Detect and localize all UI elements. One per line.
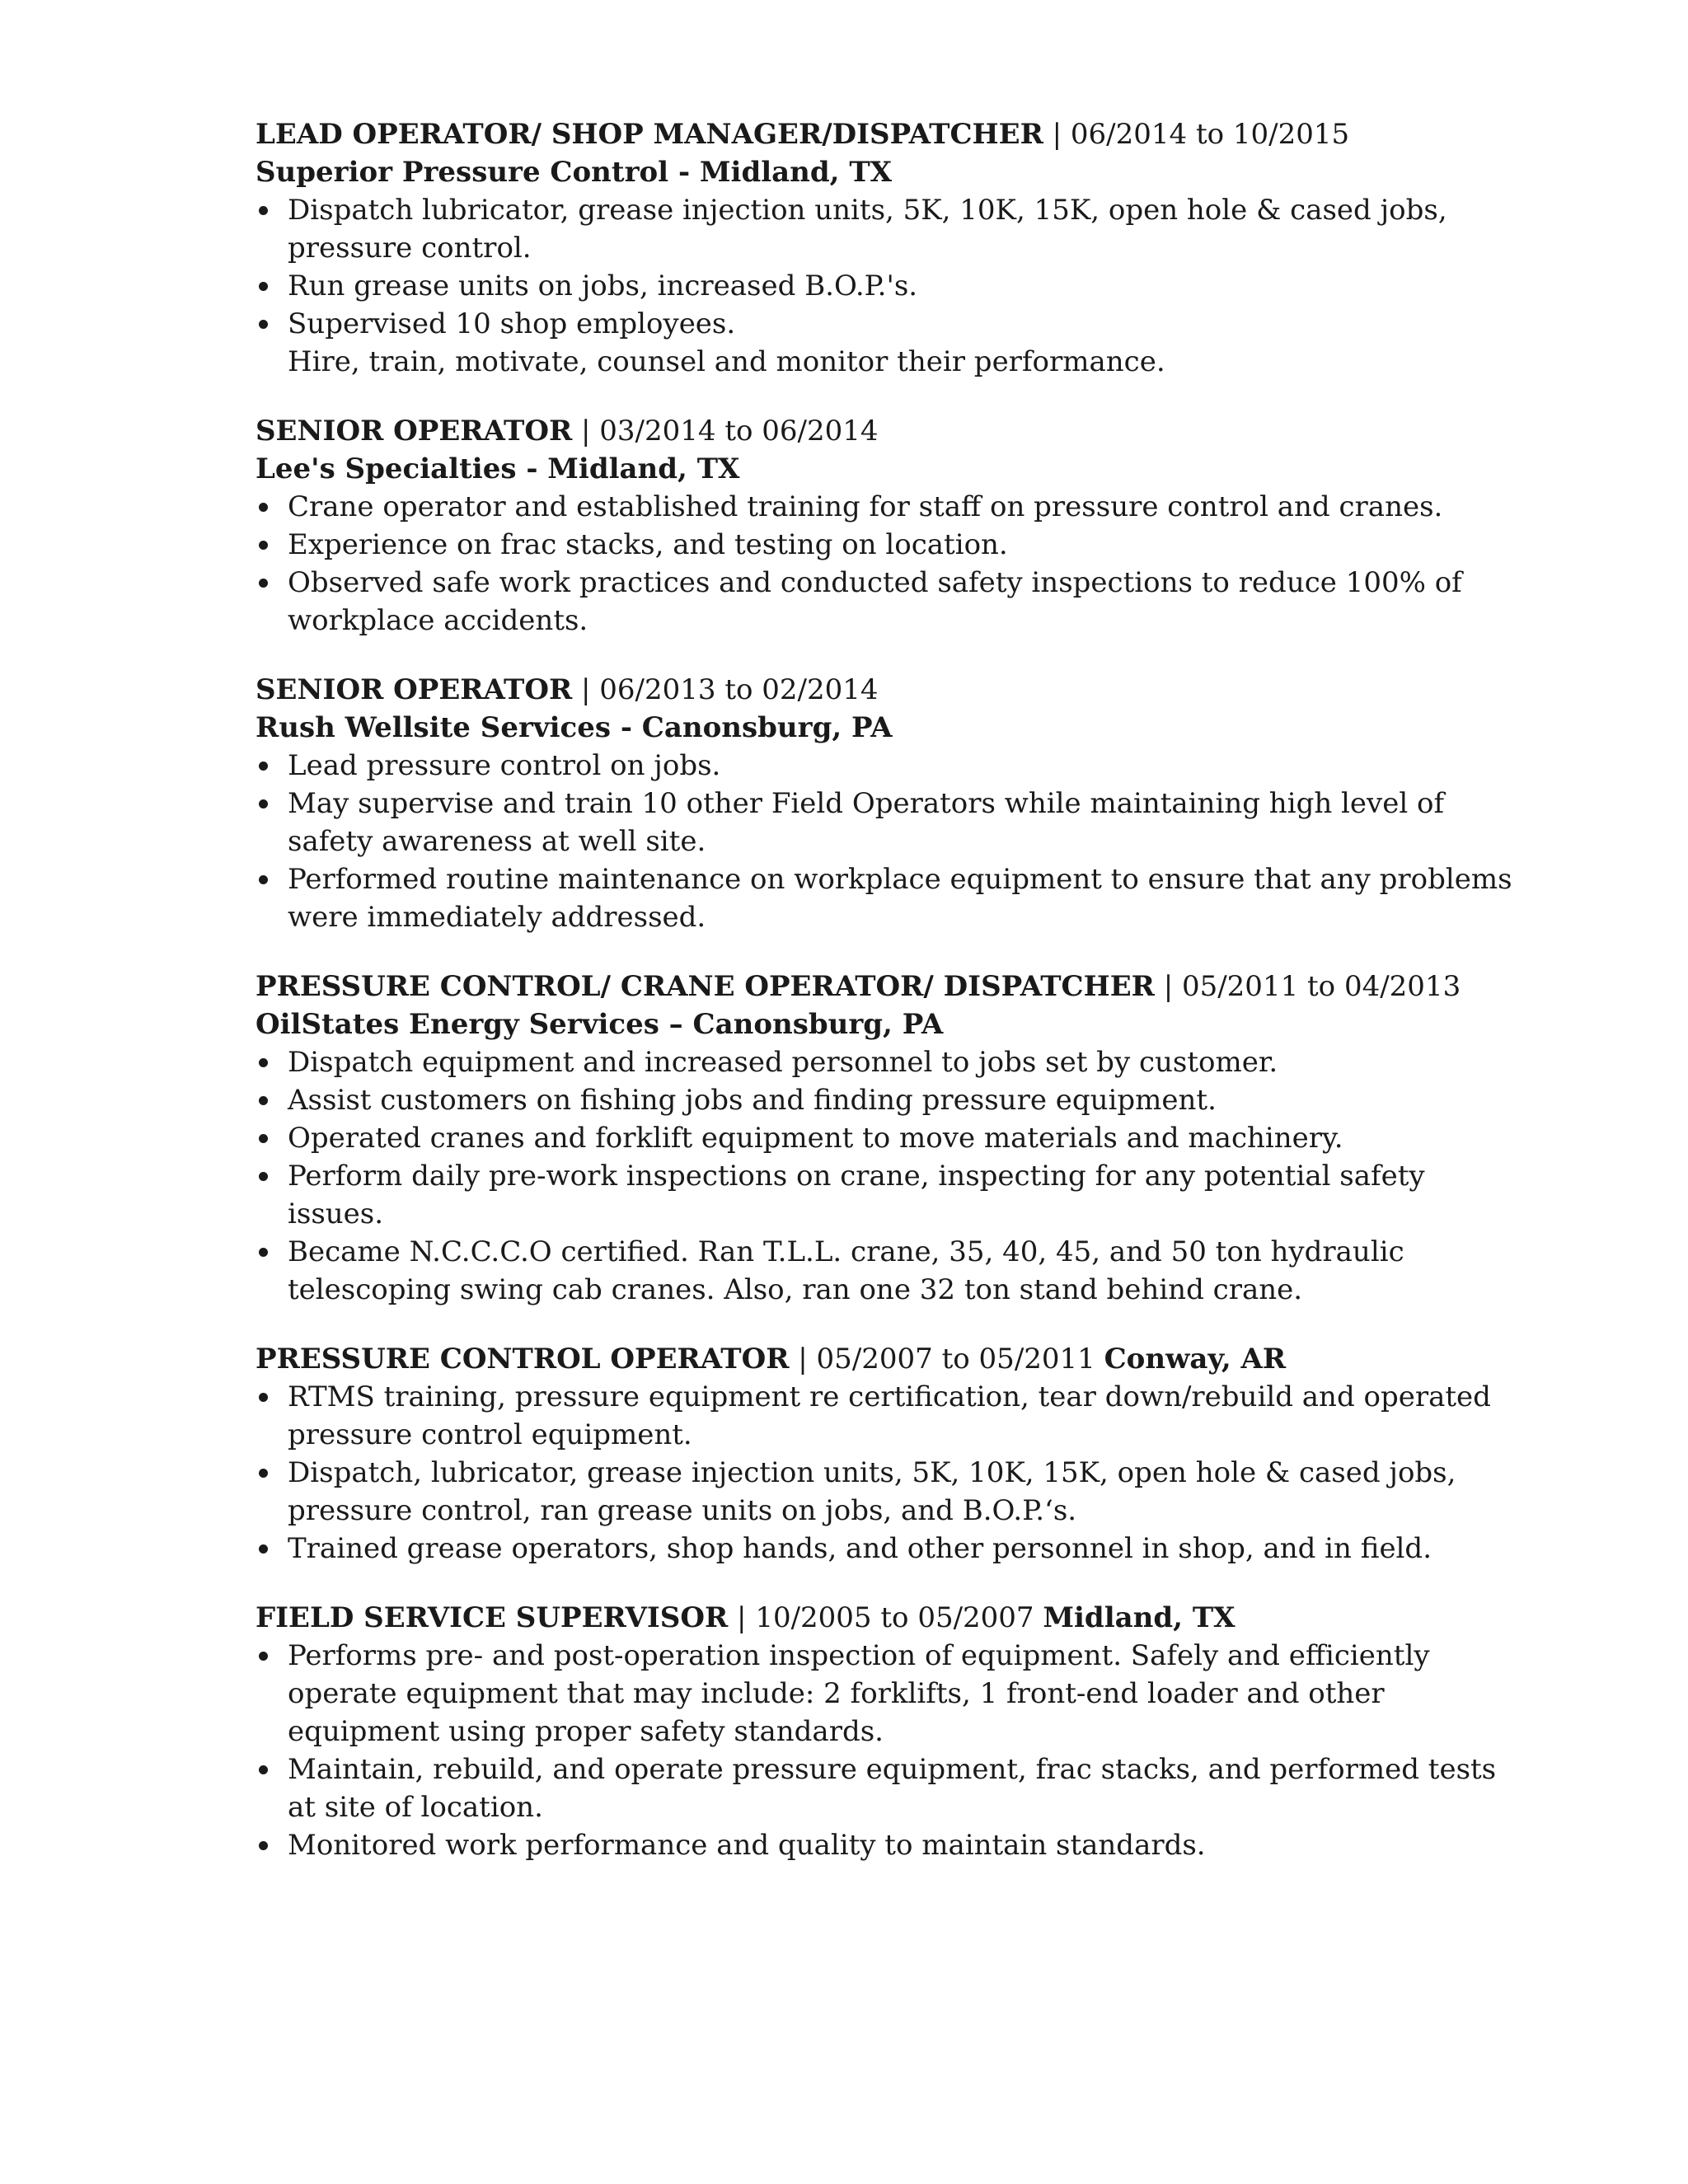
duty-item: Observed safe work practices and conducted safety inspections to reduce 100% of workplace accidents. [256,564,1525,640]
job-title: SENIOR OPERATOR [256,415,573,448]
duty-item: Supervised 10 shop employees. [256,305,1525,343]
duty-item: Became N.C.C.C.O certified. Ran T.L.L. crane, 35, 40, 45, and 50 ton hydraulic telescoping swing cab cranes. Also, ran one 32 ton stand behind crane. [256,1233,1525,1309]
duty-item: Dispatch lubricator, grease injection units, 5K, 10K, 15K, open hole & cased jobs, pressure control. [256,191,1525,267]
job-header [256,115,1525,153]
company-name: Lee's Specialties - Midland, TX [256,452,740,485]
duty-item: Operated cranes and forklift equipment to move materials and machinery. [256,1119,1525,1157]
job-title: FIELD SERVICE SUPERVISOR [256,1601,729,1634]
job-entry [256,968,1525,1309]
job-location: Midland, TX [1043,1601,1236,1634]
job-location: Conway, AR [1104,1343,1287,1376]
resume-page [256,115,1525,1896]
job-dates: | 06/2013 to 02/2014 [572,673,879,706]
duties-list [256,1378,1525,1568]
job-dates: | 05/2007 to 05/2011 [789,1343,1104,1376]
duties-list [256,1043,1525,1309]
job-title: SENIOR OPERATOR [256,673,573,706]
job-header [256,671,1525,709]
job-entry [256,671,1525,936]
duty-item: Dispatch, lubricator, grease injection units, 5K, 10K, 15K, open hole & cased jobs, pressure control, ran grease units on jobs, and B.O.P.‘s. [256,1454,1525,1530]
duty-item: Trained grease operators, shop hands, and other personnel in shop, and in field. [256,1530,1525,1568]
duty-item: Monitored work performance and quality to maintain standards. [256,1826,1525,1864]
duty-item: Lead pressure control on jobs. [256,747,1525,785]
duty-item: May supervise and train 10 other Field Operators while maintaining high level of safety awareness at well site. [256,785,1525,860]
job-entry [256,1340,1525,1568]
job-entry [256,1599,1525,1864]
company-name: Rush Wellsite Services - Canonsburg, PA [256,711,893,744]
duty-item: Experience on frac stacks, and testing on location. [256,526,1525,564]
duties-list [256,747,1525,936]
job-title: LEAD OPERATOR/ SHOP MANAGER/DISPATCHER [256,118,1043,151]
job-dates: | 05/2011 to 04/2013 [1154,970,1461,1003]
job-dates: | 10/2005 to 05/2007 [728,1601,1043,1634]
job-title: PRESSURE CONTROL/ CRANE OPERATOR/ DISPATCHER [256,970,1155,1003]
job-title: PRESSURE CONTROL OPERATOR [256,1343,790,1376]
duty-item: Dispatch equipment and increased personnel to jobs set by customer. [256,1043,1525,1081]
duty-continuation: Hire, train, motivate, counsel and monitor their performance. [288,345,1165,378]
company-name: Superior Pressure Control - Midland, TX [256,156,893,189]
job-header [256,968,1525,1005]
job-header [256,1340,1525,1378]
duty-item: Run grease units on jobs, increased B.O.P.'s. [256,267,1525,305]
duty-item: Performed routine maintenance on workplace equipment to ensure that any problems were immediately addressed. [256,860,1525,936]
job-header [256,412,1525,450]
company-name: OilStates Energy Services – Canonsburg, PA [256,1008,944,1041]
job-dates: | 06/2014 to 10/2015 [1043,118,1350,151]
duties-list [256,191,1525,381]
duties-list [256,1637,1525,1864]
job-entry [256,115,1525,381]
duty-item: Assist customers on fishing jobs and finding pressure equipment. [256,1081,1525,1119]
duties-list [256,488,1525,640]
job-header [256,1599,1525,1637]
duty-item: Performs pre- and post-operation inspection of equipment. Safely and efficiently operate equipment that may include: 2 forklifts, 1 front-end loader and other equipment using proper safety standards. [256,1637,1525,1750]
job-dates: | 03/2014 to 06/2014 [572,415,879,448]
job-entry [256,412,1525,640]
duty-item: Maintain, rebuild, and operate pressure equipment, frac stacks, and performed tests at site of location. [256,1750,1525,1826]
duty-item: RTMS training, pressure equipment re certification, tear down/rebuild and operated pressure control equipment. [256,1378,1525,1454]
duty-item: Perform daily pre-work inspections on crane, inspecting for any potential safety issues. [256,1157,1525,1233]
duty-item: Crane operator and established training for staff on pressure control and cranes. [256,488,1525,526]
